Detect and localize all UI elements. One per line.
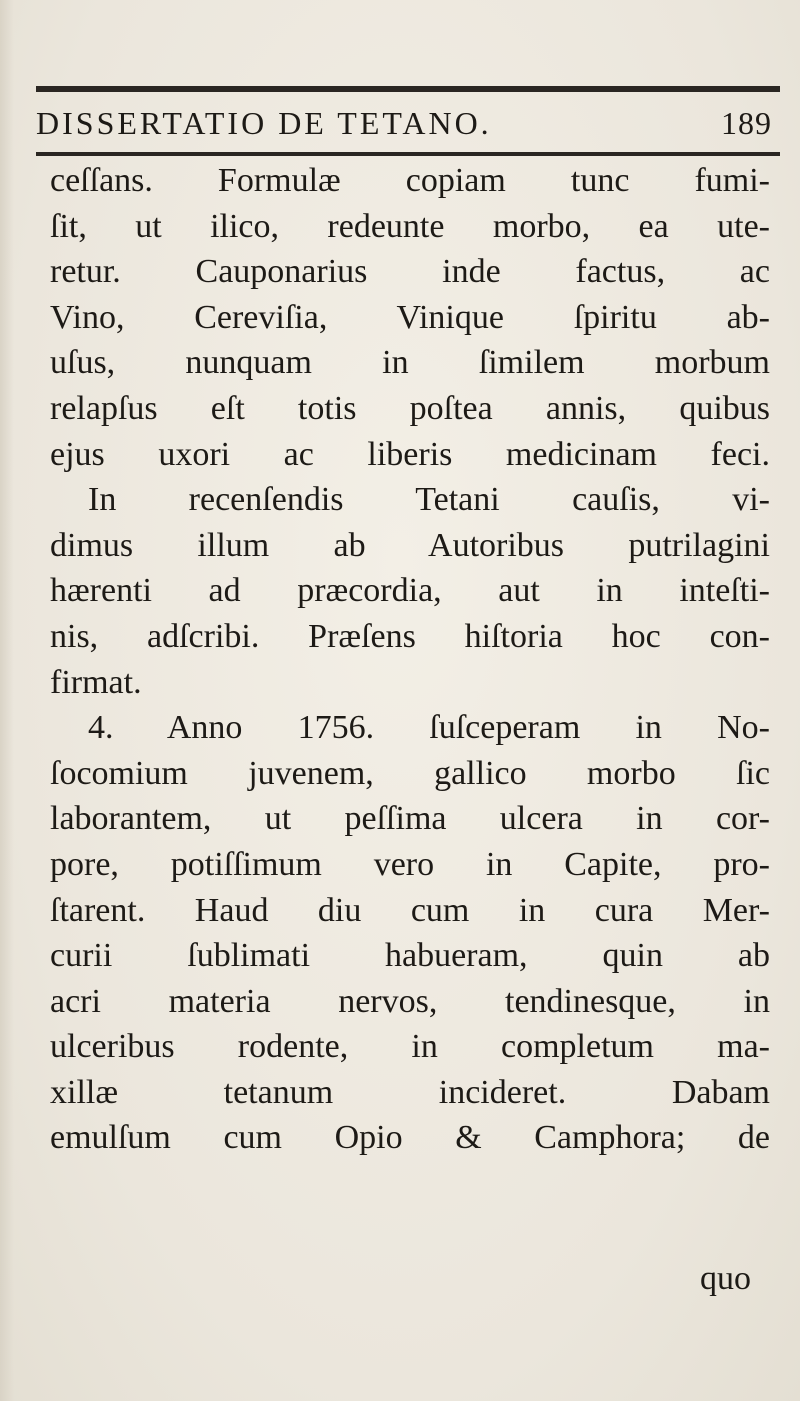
text-line: pore, potiſſimum vero in Capite, pro- <box>50 845 770 883</box>
text-line: laborantem, ut peſſima ulcera in cor- <box>50 800 770 838</box>
text-line: emulſum cum Opio & Camphora; de <box>50 1119 770 1157</box>
text-line: dimus illum ab Autoribus putrilagini <box>50 526 770 564</box>
text-line: relapſus eſt totis poſtea annis, quibus <box>50 389 770 427</box>
text-line: nis, adſcribi. Præſens hiſtoria hoc con- <box>50 617 770 655</box>
text-line: ejus uxori ac liberis medicinam feci. <box>50 435 770 473</box>
text-line: xillæ tetanum incideret. Dabam <box>50 1073 770 1111</box>
header-rule-bottom <box>36 152 780 156</box>
text-line: ſocomium juvenem, gallico morbo ſic <box>50 754 770 792</box>
text-line: uſus, nunquam in ſimilem morbum <box>50 344 770 382</box>
text-line: hærenti ad præcordia, aut in inteſti- <box>50 572 770 610</box>
text-line: ſtarent. Haud diu cum in cura Mer- <box>50 891 770 929</box>
body-text <box>50 158 770 1161</box>
header-rule-top <box>36 86 780 92</box>
text-line: Vino, Cereviſia, Vinique ſpiritu ab- <box>50 298 770 336</box>
running-title: DISSERTATIO DE TETANO. <box>36 105 492 141</box>
text-line: 4. Anno 1756. ſuſceperam in No- <box>88 709 770 747</box>
text-line: retur. Cauponarius inde factus, ac <box>50 253 770 291</box>
text-line: firmat. <box>50 663 142 701</box>
running-header <box>36 98 780 148</box>
page-number: 189 <box>721 105 772 141</box>
text-line: ſit, ut ilico, redeunte morbo, ea ute- <box>50 207 770 245</box>
catchword: quo <box>700 1260 751 1297</box>
text-line: ulceribus rodente, in completum ma- <box>50 1028 770 1066</box>
text-line: In recenſendis Tetani cauſis, vi- <box>88 481 770 519</box>
text-line: curii ſublimati habueram, quin ab <box>50 937 770 975</box>
text-line: acri materia nervos, tendinesque, in <box>50 982 770 1020</box>
page-edge-shadow <box>0 0 14 1401</box>
text-line: ceſſans. Formulæ copiam tunc fumi- <box>50 162 770 199</box>
